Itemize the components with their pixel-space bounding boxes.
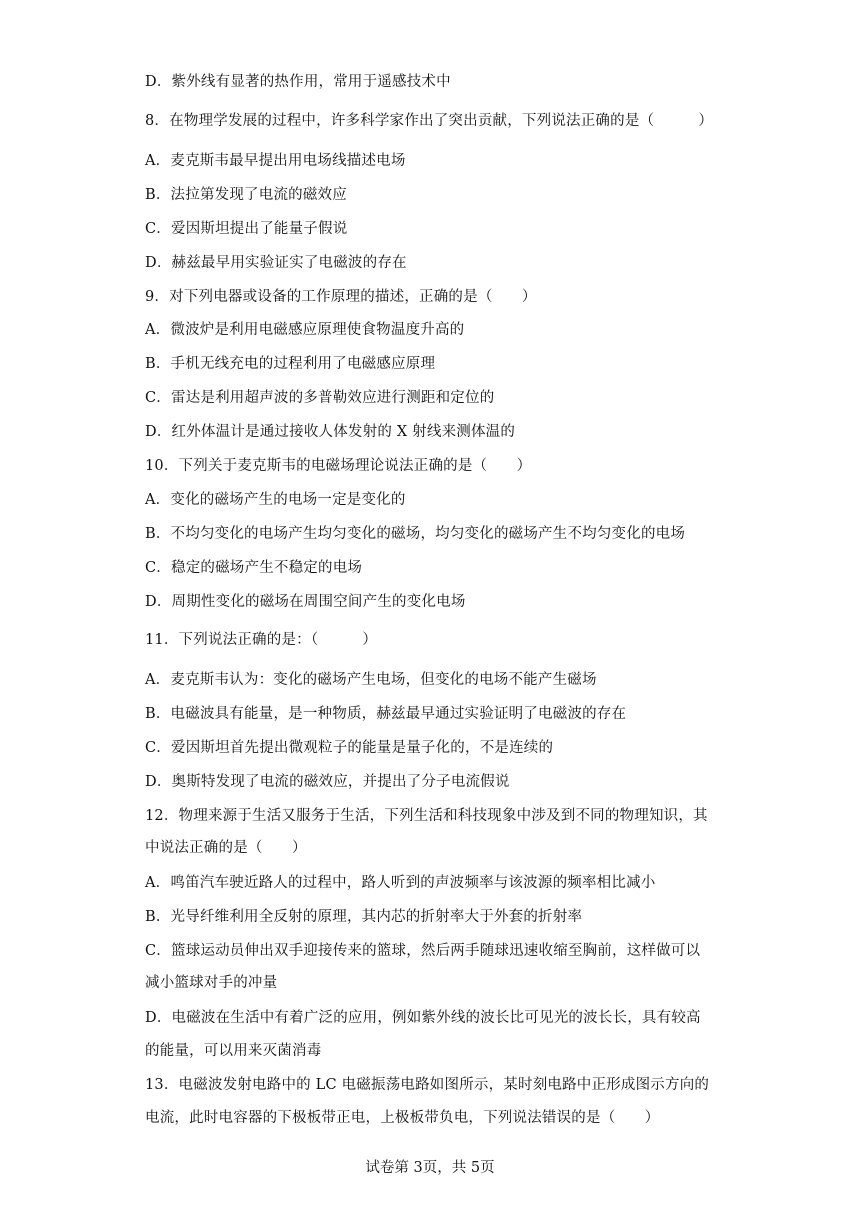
q12-option-d-line1: D．电磁波在生活中有着广泛的应用，例如紫外线的波长比可见光的波长长，具有较高 (145, 1010, 701, 1026)
q12-option-a: A．鸣笛汽车驶近路人的过程中，路人听到的声波频率与该波源的频率相比减小 (145, 875, 656, 891)
q12-stem-line2: 中说法正确的是（ ） (145, 840, 307, 856)
q11-stem: 11．下列说法正确的是：（ ） (145, 632, 378, 648)
q9-option-c: C．雷达是利用超声波的多普勒效应进行测距和定位的 (145, 390, 495, 406)
page-footer: 试卷第 3页，共 5页 (365, 1160, 495, 1176)
q9-option-a: A．微波炉是利用电磁感应原理使食物温度升高的 (145, 322, 465, 338)
q9-option-b: B．手机无线充电的过程利用了电磁感应原理 (145, 356, 436, 372)
q11-option-c: C．爱因斯坦首先提出微观粒子的能量是量子化的，不是连续的 (145, 740, 554, 756)
q7-option-d: D．紫外线有显著的热作用，常用于遥感技术中 (145, 74, 451, 90)
q8-option-c: C．爱因斯坦提出了能量子假说 (145, 221, 348, 237)
q10-option-b: B．不均匀变化的电场产生均匀变化的磁场，均匀变化的磁场产生不均匀变化的电场 (145, 526, 686, 542)
q11-option-a: A．麦克斯韦认为：变化的磁场产生电场，但变化的电场不能产生磁场 (145, 672, 597, 688)
q13-stem-line2: 电流，此时电容器的下极板带正电，上极板带负电，下列说法错误的是（ ） (145, 1110, 660, 1126)
q11-option-d: D．奥斯特发现了电流的磁效应，并提出了分子电流假说 (145, 774, 510, 790)
q13-stem-line1: 13．电磁波发射电路中的 LC 电磁振荡电路如图所示，某时刻电路中正形成图示方向的 (145, 1077, 710, 1093)
q10-option-d: D．周期性变化的磁场在周围空间产生的变化电场 (145, 594, 466, 610)
q10-stem: 10．下列关于麦克斯韦的电磁场理论说法正确的是（ ） (145, 458, 532, 474)
q12-option-d-line2: 的能量，可以用来灭菌消毒 (145, 1043, 322, 1059)
q12-option-c-line1: C．篮球运动员伸出双手迎接传来的篮球，然后两手随球迅速收缩至胸前，这样做可以 (145, 943, 701, 959)
q8-option-d: D．赫兹最早用实验证实了电磁波的存在 (145, 255, 407, 271)
q10-option-a: A．变化的磁场产生的电场一定是变化的 (145, 492, 406, 508)
q9-option-d: D．红外体温计是通过接收人体发射的 X 射线来测体温的 (145, 424, 516, 440)
q9-stem: 9．对下列电器或设备的工作原理的描述，正确的是（ ） (145, 289, 537, 305)
q12-option-c-line2: 减小篮球对手的冲量 (145, 975, 278, 991)
q8-option-a: A．麦克斯韦最早提出用电场线描述电场 (145, 153, 406, 169)
q12-stem-line1: 12．物理来源于生活又服务于生活，下列生活和科技现象中涉及到不同的物理知识，其 (145, 808, 708, 824)
q8-stem: 8．在物理学发展的过程中，许多科学家作出了突出贡献，下列说法正确的是（ ） (145, 113, 714, 129)
q11-option-b: B．电磁波具有能量，是一种物质，赫兹最早通过实验证明了电磁波的存在 (145, 706, 627, 722)
q12-option-b: B．光导纤维利用全反射的原理，其内芯的折射率大于外套的折射率 (145, 909, 583, 925)
q10-option-c: C．稳定的磁场产生不稳定的电场 (145, 560, 363, 576)
q8-option-b: B．法拉第发现了电流的磁效应 (145, 187, 347, 203)
